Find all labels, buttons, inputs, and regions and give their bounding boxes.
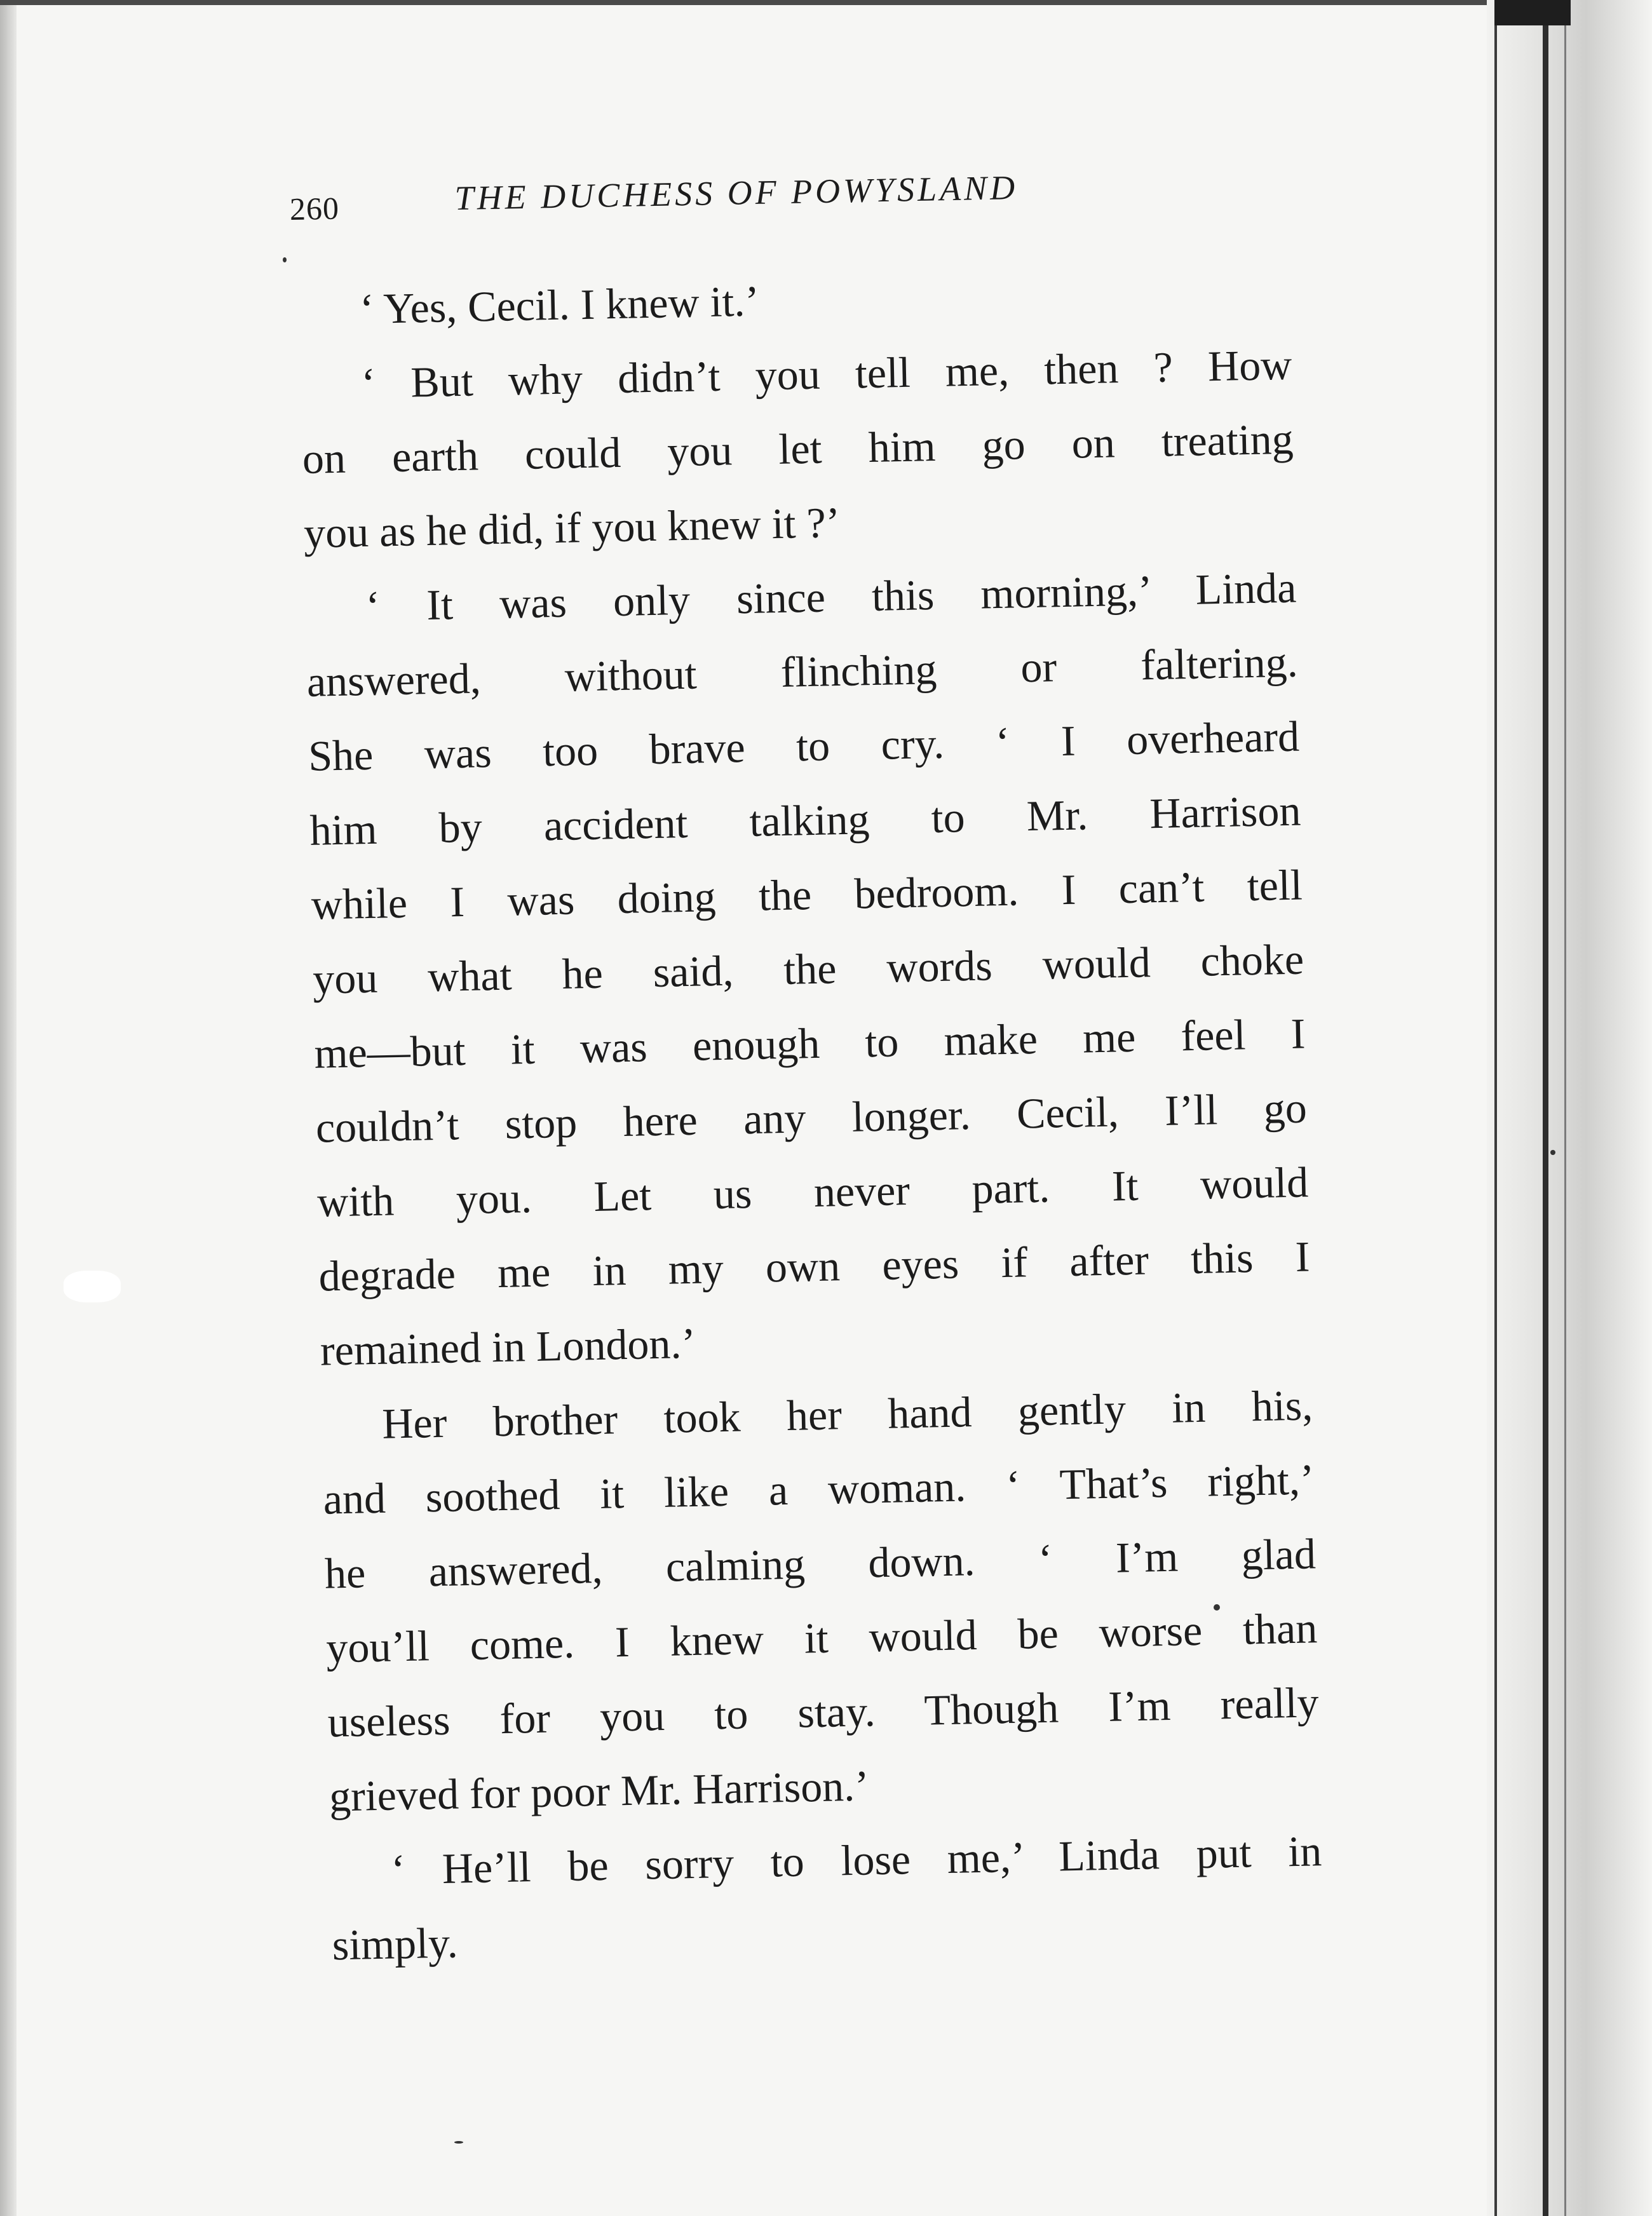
paper-blemish [64,1271,121,1302]
text-line: She was too brave to cry. ‘ I overheard [308,712,1300,780]
binding-line [1543,0,1548,2216]
text-line: ‘ It was only since this morning,’ Linda [365,563,1297,630]
ink-speck [1550,1150,1555,1155]
binding-line [1564,0,1566,2216]
text-line: simply. [332,1918,459,1969]
text-line: grieved for poor Mr. Harrison.’ [328,1761,870,1821]
text-line: Her brother took her hand gently in his, [381,1381,1313,1448]
text-line: remained in London.’ [320,1318,696,1375]
page-left-edge [0,0,17,2216]
binding-gutter [1487,0,1652,2216]
binding-top [1494,0,1571,25]
text-line: ‘ Yes, Cecil. I knew it.’ [359,276,760,334]
text-line: you’ll come. I knew it would be worse than [325,1604,1318,1672]
body-text [299,253,1324,1983]
ink-speck [283,257,287,262]
text-line: you what he said, the words would choke [312,935,1304,1003]
text-line: on earth could you let him go on treating [302,414,1294,483]
text-line: answered, without flinching or faltering. [306,637,1299,706]
running-head [289,160,1135,234]
text-line: him by accident talking to Mr. Harrison [309,786,1302,855]
text-line: useless for you to stay. Though I’m really [327,1678,1320,1746]
ink-speck [454,2141,463,2144]
text-line: me—but it was enough to make me feel I [313,1009,1306,1078]
page-number: 260 [289,190,340,227]
text-line: with you. Let us never part. It would [316,1158,1309,1226]
binding-line [1494,0,1497,2216]
text-line: while I was doing the bedroom. I can’t tell [311,860,1303,929]
text-line: couldn’t stop here any longer. Cecil, I’ll go [315,1083,1308,1152]
page-top-edge [0,0,1500,5]
text-line: ‘ He’ll be sorry to lose me,’ Linda put in [390,1827,1322,1894]
text-line: degrade me in my own eyes if after this I [318,1232,1311,1301]
text-line: and soothed it like a woman. ‘ That’s right,’ [322,1455,1315,1524]
text-line: ‘ But why didn’t you tell me, then ? How [360,340,1292,408]
text-line: you as he did, if you knew it ?’ [303,497,841,557]
running-title: THE DUCHESS OF POWYSLAND [454,168,1019,217]
text-line: he answered, calming down. ‘ I’m glad [324,1529,1317,1598]
